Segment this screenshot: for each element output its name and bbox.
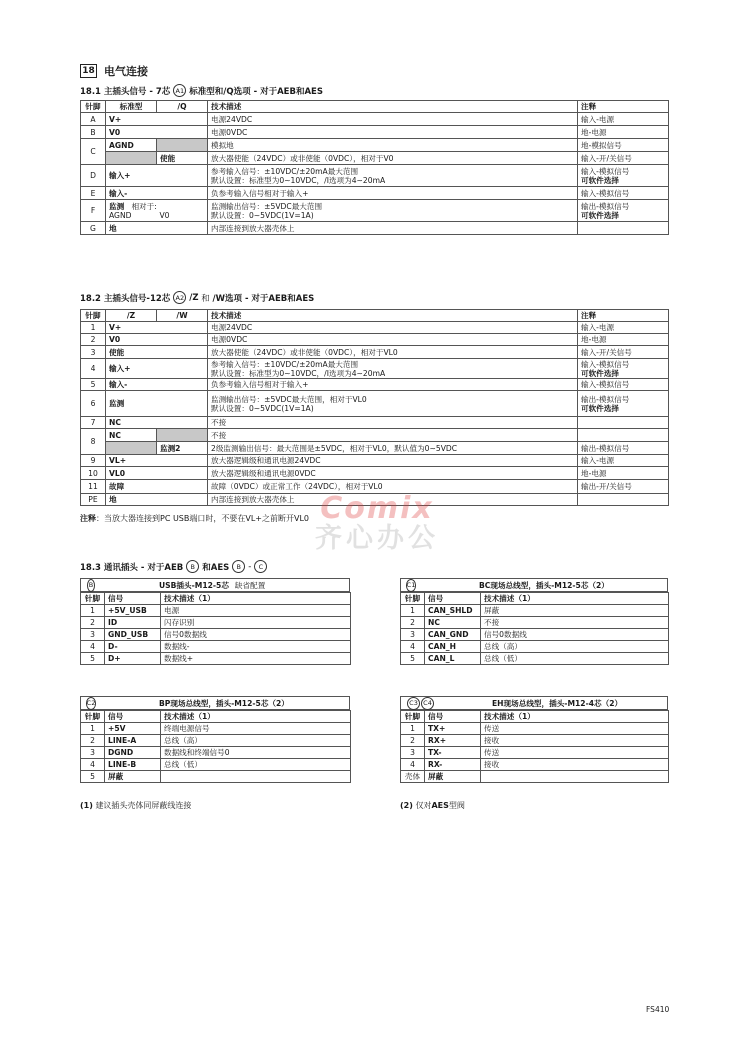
table-row: 1 +5V 终端电源信号 xyxy=(81,723,351,735)
table-row: 3 使能 放大器使能（24VDC）或非使能（0VDC），相对于VL0 输入-开/关信号 xyxy=(81,346,669,359)
circle-label-icon: B xyxy=(87,579,95,592)
page-number: FS410 xyxy=(646,1005,670,1014)
table-18-2 xyxy=(80,309,669,506)
table-row: 1 TX+ 传送 xyxy=(401,723,669,735)
table-row: 2 LINE-A 总线（高） xyxy=(81,735,351,747)
circle-label-icon: C xyxy=(254,560,267,573)
circle-label-icon: C2 xyxy=(86,697,97,710)
table-row: 壳体 屏蔽 xyxy=(401,771,669,783)
table-header-row: 针脚 /Z /W 技术描述 注释 xyxy=(81,310,669,322)
footnote-2: (2) 仅对AES型阀 xyxy=(400,801,465,810)
table-18-1 xyxy=(80,100,669,235)
subsection-18-3-title: 18.3 通讯插头 - 对于AEB B 和AES B - C xyxy=(80,560,270,573)
circle-label-icon: C3 xyxy=(407,697,420,710)
circle-label-icon: B xyxy=(186,560,199,573)
table-row: 使能 放大器使能（24VDC）或非使能（0VDC），相对于V0 输入-开/关信号 xyxy=(81,152,669,165)
subsection-18-1-title: 18.1 主插头信号 - 7芯 A1 标准型和/Q选项 - 对于AEB和AES xyxy=(80,84,323,97)
table-row: PE 地 内部连接到放大器壳体上 xyxy=(81,494,669,506)
section-title: 电气连接 xyxy=(104,65,148,78)
table-row: 3 CAN_GND 信号0数据线 xyxy=(401,629,669,641)
table-row: D 输入+ 参考输入信号：±10VDC/±20mA最大范围 默认设置：标准型为0~10VDC，/I选项为4~20mA 输入-模拟信号 可软件选择 xyxy=(81,165,669,187)
table-row: G 地 内部连接到放大器壳体上 xyxy=(81,222,669,235)
eh-fieldbus-table xyxy=(400,710,669,783)
bp-fieldbus-table xyxy=(80,710,351,783)
table-row: E 输入- 负参考输入信号相对于输入+ 输入-模拟信号 xyxy=(81,187,669,200)
bp-fieldbus-header: C2 BP现场总线型，插头-M12-5芯（2） xyxy=(80,696,350,710)
table-row: 3 GND_USB 信号0数据线 xyxy=(81,629,351,641)
table-header-row: 针脚 标准型 /Q 技术描述 注释 xyxy=(81,101,669,113)
table-row: 4 CAN_H 总线（高） xyxy=(401,641,669,653)
table-row: 4 LINE-B 总线（低） xyxy=(81,759,351,771)
subsection-18-2-title: 18.2 主插头信号-12芯 A2 /Z 和 /W选项 - 对于AEB和AES xyxy=(80,292,315,304)
footnote-1: (1) 建议插头壳体同屏蔽线连接 xyxy=(80,801,192,810)
table-row: 2 RX+ 接收 xyxy=(401,735,669,747)
eh-fieldbus-header: C3 C4 EH现场总线型，插头-M12-4芯（2） xyxy=(400,696,668,710)
table-row: 11 故障 故障（0VDC）或正常工作（24VDC），相对于VL0 输出-开/关信号 xyxy=(81,480,669,494)
table-row: 8 NC 不接 xyxy=(81,429,669,442)
table-row: 4 RX- 接收 xyxy=(401,759,669,771)
watermark-logo-text: Comix xyxy=(320,491,434,526)
circle-label-icon: C4 xyxy=(421,697,434,710)
table-row: 5 D+ 数据线+ xyxy=(81,653,351,665)
table-row: 2 V0 电源0VDC 地-电源 xyxy=(81,334,669,346)
usb-connector-table xyxy=(80,592,351,665)
table-18-2-note: 注释：当放大器连接到PC USB端口时，不要在VL+之前断开VL0 xyxy=(80,514,310,523)
table-row: 9 VL+ 放大器逻辑级和通讯电源24VDC 输入-电源 xyxy=(81,455,669,467)
table-row: 5 CAN_L 总线（低） xyxy=(401,653,669,665)
table-row: 4 D- 数据线- xyxy=(81,641,351,653)
bc-fieldbus-table xyxy=(400,592,669,665)
table-header-row: 针脚 信号 技术描述（1） xyxy=(81,711,351,723)
table-row: 1 V+ 电源24VDC 输入-电源 xyxy=(81,322,669,334)
table-row: 1 +5V_USB 电源 xyxy=(81,605,351,617)
table-row: 5 屏蔽 xyxy=(81,771,351,783)
section-heading xyxy=(80,63,148,79)
table-row: 2 ID 闪存识别 xyxy=(81,617,351,629)
table-header-row: 针脚 信号 技术描述（1） xyxy=(401,711,669,723)
table-row: 10 VL0 放大器逻辑级和通讯电源0VDC 地-电源 xyxy=(81,467,669,480)
table-row: 3 DGND 数据线和终端信号0 xyxy=(81,747,351,759)
circle-label-icon: A2 xyxy=(173,291,186,304)
table-header-row: 针脚 信号 技术描述（1） xyxy=(81,593,351,605)
table-row: F 监测 相对于: AGND V0 监测输出信号：±5VDC最大范围 默认设置：0~5VDC(1V=1A) 输出-模拟信号 可软件选择 xyxy=(81,200,669,222)
table-row: 监测2 2级监测输出信号：最大范围是±5VDC，相对于VL0，默认值为0~5VDC 输出-模拟信号 xyxy=(81,442,669,455)
table-row: 7 NC 不接 xyxy=(81,417,669,429)
table-row: 5 输入- 负参考输入信号相对于输入+ 输入-模拟信号 xyxy=(81,379,669,391)
table-row: 4 输入+ 参考输入信号：±10VDC/±20mA最大范围 默认设置：标准型为0~10VDC，/I选项为4~20mA 输入-模拟信号 可软件选择 xyxy=(81,359,669,379)
usb-connector-header: B USB插头-M12-5芯 缺省配置 xyxy=(80,578,350,592)
table-row: 6 监测 监测输出信号：±5VDC最大范围，相对于VL0 默认设置：0~5VDC(1V=1A) 输出-模拟信号 可软件选择 xyxy=(81,391,669,417)
watermark-chinese-text: 齐心办公 xyxy=(315,523,439,554)
table-row: B V0 电源0VDC 地-电源 xyxy=(81,126,669,139)
table-row: 1 CAN_SHLD 屏蔽 xyxy=(401,605,669,617)
table-row: A V+ 电源24VDC 输入-电源 xyxy=(81,113,669,126)
circle-label-icon: C1 xyxy=(406,579,417,592)
circle-label-icon: B xyxy=(232,560,245,573)
watermark xyxy=(292,491,462,554)
section-number: 18 xyxy=(80,64,97,78)
table-row: C AGND 模拟地 地-模拟信号 xyxy=(81,139,669,152)
table-row: 2 NC 不接 xyxy=(401,617,669,629)
bc-fieldbus-header: C1 BC现场总线型，插头-M12-5芯（2） xyxy=(400,578,668,592)
table-row: 3 TX- 传送 xyxy=(401,747,669,759)
table-header-row: 针脚 信号 技术描述（1） xyxy=(401,593,669,605)
circle-label-icon: A1 xyxy=(173,84,186,97)
